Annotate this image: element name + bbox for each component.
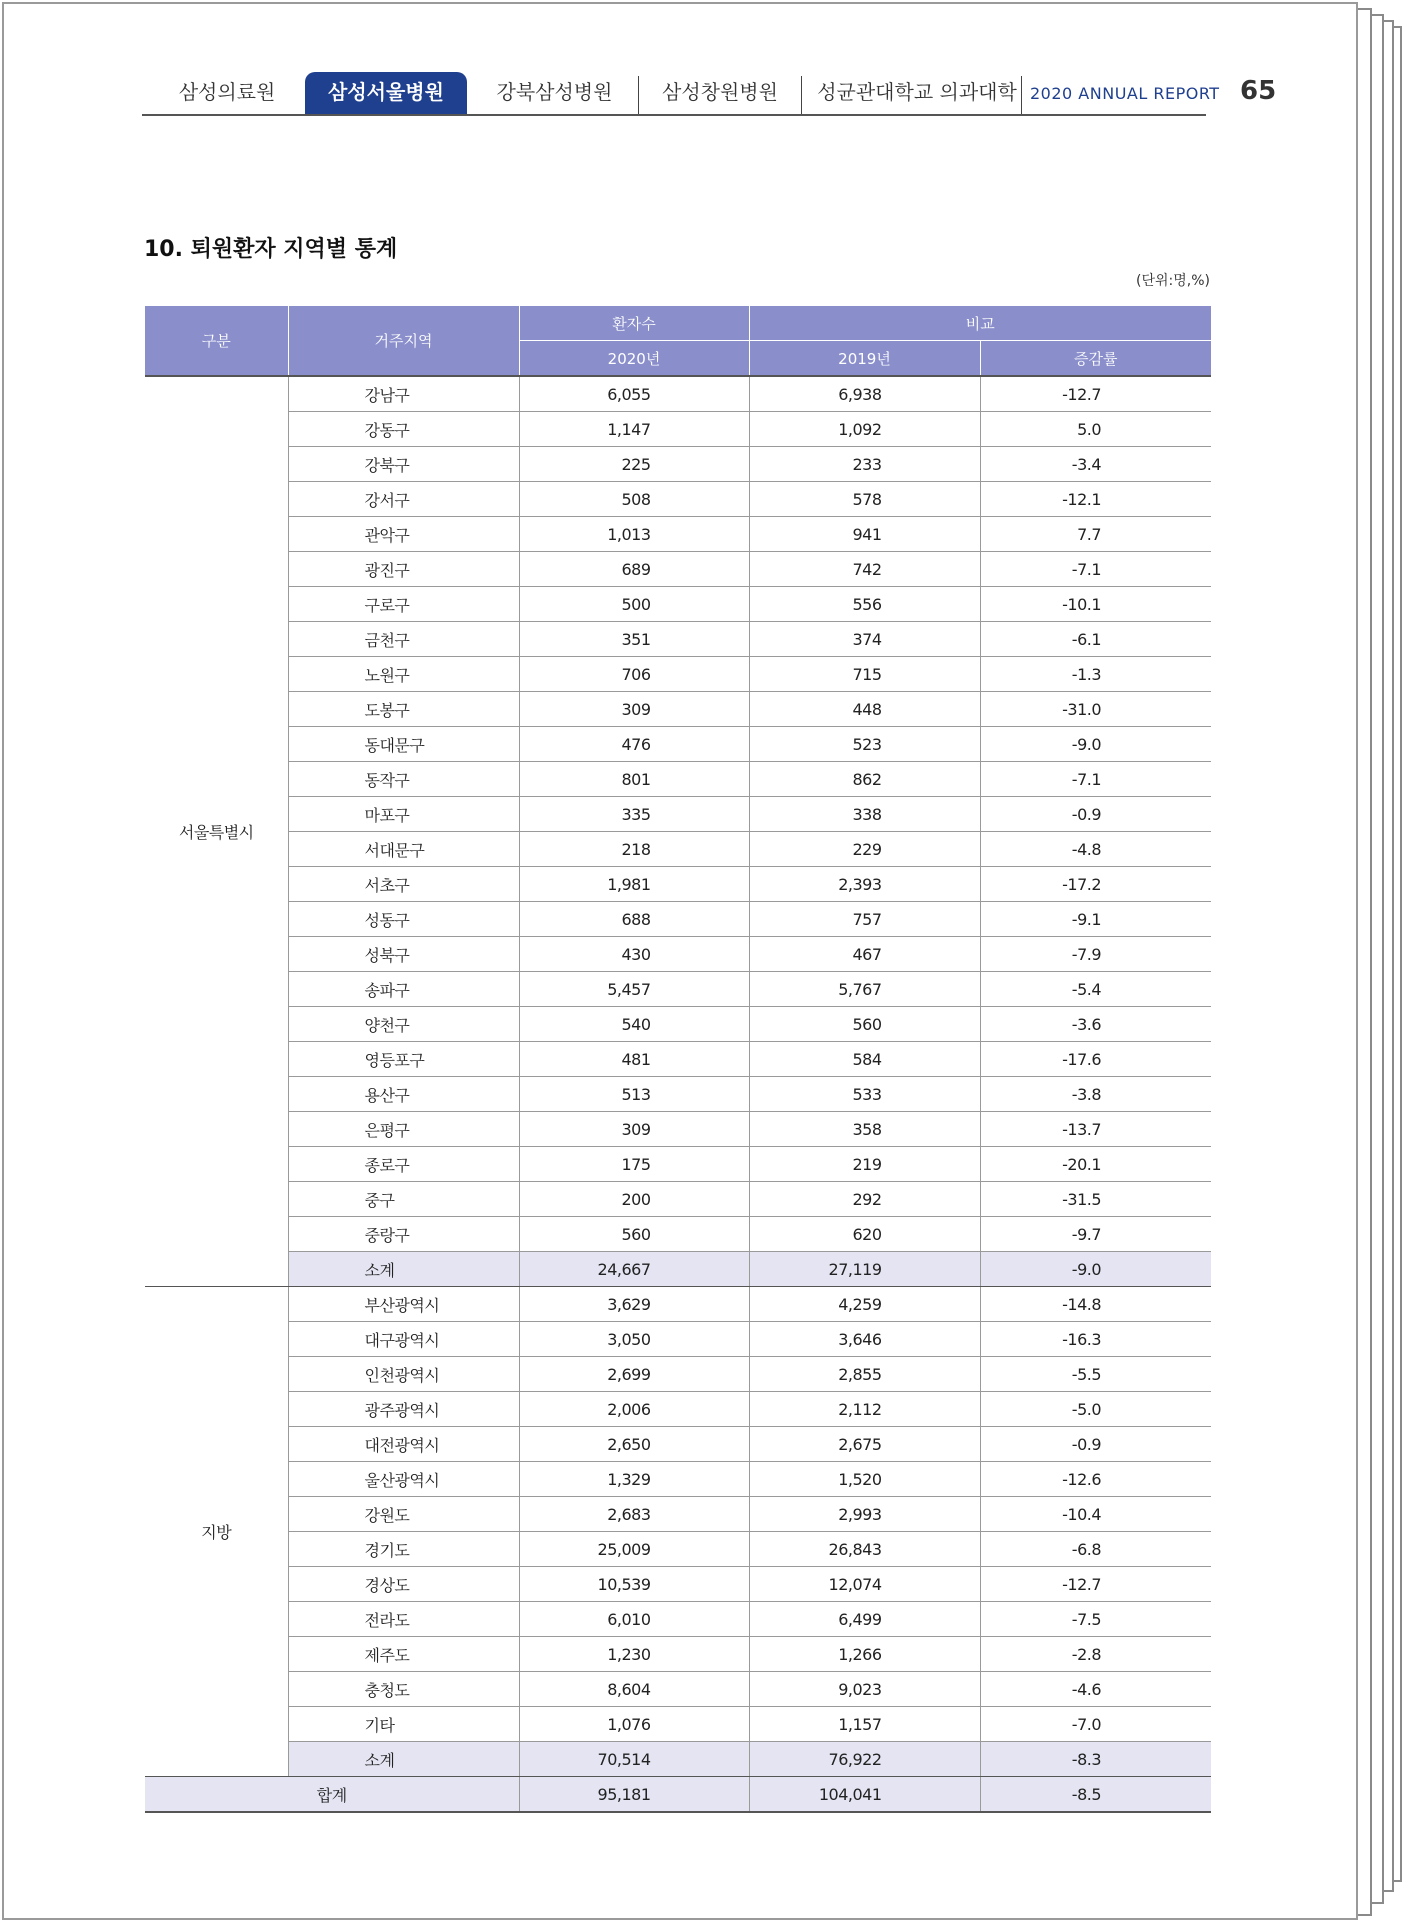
value-2020-cell: 1,013: [519, 517, 749, 552]
region-cell: 금천구: [288, 622, 519, 657]
page-stack-edge: [1372, 14, 1384, 1904]
header-rate: 증감률: [980, 341, 1211, 377]
table-row: [145, 832, 1211, 867]
value-2020-cell: 3,629: [519, 1287, 749, 1322]
region-cell: 강남구: [288, 376, 519, 412]
page-number: 65: [1240, 76, 1277, 106]
region-cell: 서초구: [288, 867, 519, 902]
rate-cell: 5.0: [980, 412, 1211, 447]
value-2020-cell: 309: [519, 1112, 749, 1147]
value-2019-cell: 233: [749, 447, 980, 482]
group-label: 서울특별시: [145, 376, 288, 1287]
region-cell: 송파구: [288, 972, 519, 1007]
table-row: [145, 762, 1211, 797]
rate-cell: -7.5: [980, 1602, 1211, 1637]
value-2019-cell: 229: [749, 832, 980, 867]
value-2019-cell: 467: [749, 937, 980, 972]
value-2020-cell: 688: [519, 902, 749, 937]
rate-cell: -7.9: [980, 937, 1211, 972]
unit-label: (단위:명,%): [1136, 273, 1210, 289]
value-2020-cell: 6,010: [519, 1602, 749, 1637]
value-2019-cell: 219: [749, 1147, 980, 1182]
total-row: [145, 1777, 1211, 1813]
table-row: [145, 867, 1211, 902]
rate-cell: -0.9: [980, 1427, 1211, 1462]
table-row: [145, 1567, 1211, 1602]
subtotal-2020-cell: 24,667: [519, 1252, 749, 1287]
rate-cell: -10.4: [980, 1497, 1211, 1532]
value-2019-cell: 715: [749, 657, 980, 692]
rate-cell: -12.6: [980, 1462, 1211, 1497]
value-2020-cell: 335: [519, 797, 749, 832]
table-row: [145, 1217, 1211, 1252]
table-row: [145, 797, 1211, 832]
table-row: [145, 517, 1211, 552]
table-row: [145, 482, 1211, 517]
region-cell: 동대문구: [288, 727, 519, 762]
rate-cell: -20.1: [980, 1147, 1211, 1182]
rate-cell: -16.3: [980, 1322, 1211, 1357]
total-label: 합계: [145, 1777, 519, 1813]
region-cell: 경기도: [288, 1532, 519, 1567]
value-2020-cell: 10,539: [519, 1567, 749, 1602]
tab-divider: [1021, 76, 1022, 114]
value-2020-cell: 801: [519, 762, 749, 797]
rate-cell: -9.7: [980, 1217, 1211, 1252]
value-2019-cell: 4,259: [749, 1287, 980, 1322]
rate-cell: -17.6: [980, 1042, 1211, 1077]
rate-cell: -7.1: [980, 762, 1211, 797]
header-patients: 환자수: [519, 306, 749, 341]
region-cell: 부산광역시: [288, 1287, 519, 1322]
value-2019-cell: 6,938: [749, 376, 980, 412]
table-row: [145, 1357, 1211, 1392]
subtotal-label: 소계: [288, 1742, 519, 1777]
header-compare: 비교: [749, 306, 1211, 341]
value-2019-cell: 523: [749, 727, 980, 762]
report-label: 2020 ANNUAL REPORT: [1030, 84, 1220, 103]
value-2019-cell: 533: [749, 1077, 980, 1112]
region-cell: 강동구: [288, 412, 519, 447]
region-cell: 광주광역시: [288, 1392, 519, 1427]
value-2019-cell: 26,843: [749, 1532, 980, 1567]
table-row: [145, 1532, 1211, 1567]
subtotal-row: [145, 1742, 1211, 1777]
table-row: [145, 622, 1211, 657]
header-2019: 2019년: [749, 341, 980, 377]
value-2020-cell: 351: [519, 622, 749, 657]
value-2020-cell: 706: [519, 657, 749, 692]
total-2019-cell: 104,041: [749, 1777, 980, 1813]
rate-cell: 7.7: [980, 517, 1211, 552]
rate-cell: -12.7: [980, 1567, 1211, 1602]
total-rate-cell: -8.5: [980, 1777, 1211, 1813]
header-region: 거주지역: [288, 306, 519, 376]
value-2019-cell: 338: [749, 797, 980, 832]
table-row: [145, 1602, 1211, 1637]
value-2020-cell: 2,683: [519, 1497, 749, 1532]
table-row: [145, 1707, 1211, 1742]
region-cell: 전라도: [288, 1602, 519, 1637]
rate-cell: -3.4: [980, 447, 1211, 482]
value-2020-cell: 540: [519, 1007, 749, 1042]
subtotal-2019-cell: 27,119: [749, 1252, 980, 1287]
value-2020-cell: 25,009: [519, 1532, 749, 1567]
table-row: [145, 902, 1211, 937]
table-row: [145, 1672, 1211, 1707]
rate-cell: -9.1: [980, 902, 1211, 937]
value-2020-cell: 6,055: [519, 376, 749, 412]
rate-cell: -7.1: [980, 552, 1211, 587]
group-label: 지방: [145, 1287, 288, 1777]
rate-cell: -2.8: [980, 1637, 1211, 1672]
table-row: [145, 1462, 1211, 1497]
region-cell: 광진구: [288, 552, 519, 587]
table-row: [145, 376, 1211, 412]
subtotal-label: 소계: [288, 1252, 519, 1287]
table-row: [145, 1322, 1211, 1357]
rate-cell: -4.8: [980, 832, 1211, 867]
page-stack-edge: [1384, 20, 1394, 1892]
region-cell: 용산구: [288, 1077, 519, 1112]
tab-samsung-medical-center[interactable]: 삼성의료원: [178, 80, 276, 104]
value-2019-cell: 757: [749, 902, 980, 937]
rate-cell: -7.0: [980, 1707, 1211, 1742]
table-row: [145, 1112, 1211, 1147]
rate-cell: -5.0: [980, 1392, 1211, 1427]
subtotal-row: [145, 1252, 1211, 1287]
table-row: [145, 1497, 1211, 1532]
value-2019-cell: 1,092: [749, 412, 980, 447]
value-2020-cell: 1,147: [519, 412, 749, 447]
value-2019-cell: 584: [749, 1042, 980, 1077]
table-row: [145, 1042, 1211, 1077]
value-2019-cell: 292: [749, 1182, 980, 1217]
rate-cell: -12.7: [980, 376, 1211, 412]
value-2020-cell: 689: [519, 552, 749, 587]
value-2019-cell: 9,023: [749, 1672, 980, 1707]
header-2020: 2020년: [519, 341, 749, 377]
value-2020-cell: 218: [519, 832, 749, 867]
discharge-region-table: [145, 306, 1211, 1813]
value-2019-cell: 742: [749, 552, 980, 587]
region-cell: 강원도: [288, 1497, 519, 1532]
region-cell: 은평구: [288, 1112, 519, 1147]
table-row: [145, 1427, 1211, 1462]
rate-cell: -14.8: [980, 1287, 1211, 1322]
subtotal-2020-cell: 70,514: [519, 1742, 749, 1777]
rate-cell: -5.5: [980, 1357, 1211, 1392]
rate-cell: -31.0: [980, 692, 1211, 727]
value-2019-cell: 5,767: [749, 972, 980, 1007]
subtotal-rate-cell: -9.0: [980, 1252, 1211, 1287]
region-cell: 영등포구: [288, 1042, 519, 1077]
region-cell: 대구광역시: [288, 1322, 519, 1357]
table-row: [145, 552, 1211, 587]
table-row: [145, 1637, 1211, 1672]
rate-cell: -9.0: [980, 727, 1211, 762]
value-2020-cell: 513: [519, 1077, 749, 1112]
value-2019-cell: 358: [749, 1112, 980, 1147]
value-2019-cell: 2,993: [749, 1497, 980, 1532]
value-2019-cell: 1,157: [749, 1707, 980, 1742]
value-2019-cell: 2,393: [749, 867, 980, 902]
region-cell: 충청도: [288, 1672, 519, 1707]
region-cell: 성북구: [288, 937, 519, 972]
region-cell: 동작구: [288, 762, 519, 797]
table-row: [145, 1147, 1211, 1182]
region-cell: 관악구: [288, 517, 519, 552]
page-stack-edge: [1358, 8, 1372, 1916]
table-row: [145, 587, 1211, 622]
value-2019-cell: 1,266: [749, 1637, 980, 1672]
region-cell: 중구: [288, 1182, 519, 1217]
value-2019-cell: 556: [749, 587, 980, 622]
page-stack-edge: [1394, 26, 1402, 1882]
table-row: [145, 657, 1211, 692]
table-row: [145, 1392, 1211, 1427]
rate-cell: -6.1: [980, 622, 1211, 657]
value-2020-cell: 500: [519, 587, 749, 622]
value-2020-cell: 5,457: [519, 972, 749, 1007]
rate-cell: -10.1: [980, 587, 1211, 622]
subtotal-rate-cell: -8.3: [980, 1742, 1211, 1777]
table-row: [145, 937, 1211, 972]
table-row: [145, 447, 1211, 482]
tab-kangbuk-samsung-hospital[interactable]: 강북삼성병원: [496, 80, 613, 104]
region-cell: 성동구: [288, 902, 519, 937]
value-2020-cell: 476: [519, 727, 749, 762]
value-2020-cell: 2,699: [519, 1357, 749, 1392]
value-2020-cell: 1,230: [519, 1637, 749, 1672]
value-2020-cell: 1,981: [519, 867, 749, 902]
value-2020-cell: 430: [519, 937, 749, 972]
rate-cell: -12.1: [980, 482, 1211, 517]
value-2019-cell: 448: [749, 692, 980, 727]
section-title: 10. 퇴원환자 지역별 통계: [144, 237, 398, 262]
region-cell: 강북구: [288, 447, 519, 482]
region-cell: 도봉구: [288, 692, 519, 727]
rate-cell: -13.7: [980, 1112, 1211, 1147]
table-row: [145, 412, 1211, 447]
value-2020-cell: 8,604: [519, 1672, 749, 1707]
region-cell: 노원구: [288, 657, 519, 692]
region-cell: 제주도: [288, 1637, 519, 1672]
value-2020-cell: 2,650: [519, 1427, 749, 1462]
value-2020-cell: 2,006: [519, 1392, 749, 1427]
value-2019-cell: 374: [749, 622, 980, 657]
value-2020-cell: 3,050: [519, 1322, 749, 1357]
region-cell: 강서구: [288, 482, 519, 517]
value-2020-cell: 200: [519, 1182, 749, 1217]
value-2020-cell: 481: [519, 1042, 749, 1077]
value-2020-cell: 309: [519, 692, 749, 727]
tab-skku-medicine[interactable]: 성균관대학교 의과대학: [817, 80, 1017, 104]
value-2020-cell: 1,076: [519, 1707, 749, 1742]
value-2020-cell: 225: [519, 447, 749, 482]
value-2019-cell: 560: [749, 1007, 980, 1042]
table-row: [145, 727, 1211, 762]
region-cell: 양천구: [288, 1007, 519, 1042]
region-cell: 중랑구: [288, 1217, 519, 1252]
rate-cell: -3.8: [980, 1077, 1211, 1112]
table-row: [145, 1077, 1211, 1112]
region-cell: 서대문구: [288, 832, 519, 867]
rate-cell: -5.4: [980, 972, 1211, 1007]
rate-cell: -1.3: [980, 657, 1211, 692]
region-cell: 기타: [288, 1707, 519, 1742]
table-row: [145, 1007, 1211, 1042]
value-2020-cell: 508: [519, 482, 749, 517]
region-cell: 마포구: [288, 797, 519, 832]
value-2019-cell: 862: [749, 762, 980, 797]
value-2019-cell: 1,520: [749, 1462, 980, 1497]
tab-samsung-changwon-hospital[interactable]: 삼성창원병원: [662, 80, 778, 104]
value-2019-cell: 2,112: [749, 1392, 980, 1427]
header-category: 구분: [145, 306, 288, 376]
rate-cell: -31.5: [980, 1182, 1211, 1217]
value-2020-cell: 175: [519, 1147, 749, 1182]
rate-cell: -4.6: [980, 1672, 1211, 1707]
subtotal-2019-cell: 76,922: [749, 1742, 980, 1777]
value-2019-cell: 6,499: [749, 1602, 980, 1637]
tab-samsung-seoul-hospital[interactable]: 삼성서울병원: [305, 72, 467, 114]
value-2020-cell: 1,329: [519, 1462, 749, 1497]
value-2019-cell: 2,675: [749, 1427, 980, 1462]
table-body: [145, 376, 1211, 1812]
region-cell: 인천광역시: [288, 1357, 519, 1392]
total-2020-cell: 95,181: [519, 1777, 749, 1813]
table-row: [145, 1182, 1211, 1217]
table-row: [145, 1287, 1211, 1322]
rate-cell: -17.2: [980, 867, 1211, 902]
region-cell: 울산광역시: [288, 1462, 519, 1497]
region-cell: 구로구: [288, 587, 519, 622]
table-row: [145, 692, 1211, 727]
value-2019-cell: 620: [749, 1217, 980, 1252]
value-2019-cell: 941: [749, 517, 980, 552]
value-2020-cell: 560: [519, 1217, 749, 1252]
value-2019-cell: 2,855: [749, 1357, 980, 1392]
rate-cell: -6.8: [980, 1532, 1211, 1567]
rate-cell: -3.6: [980, 1007, 1211, 1042]
region-cell: 종로구: [288, 1147, 519, 1182]
value-2019-cell: 3,646: [749, 1322, 980, 1357]
value-2019-cell: 12,074: [749, 1567, 980, 1602]
region-cell: 대전광역시: [288, 1427, 519, 1462]
region-cell: 경상도: [288, 1567, 519, 1602]
value-2019-cell: 578: [749, 482, 980, 517]
table-row: [145, 972, 1211, 1007]
rate-cell: -0.9: [980, 797, 1211, 832]
